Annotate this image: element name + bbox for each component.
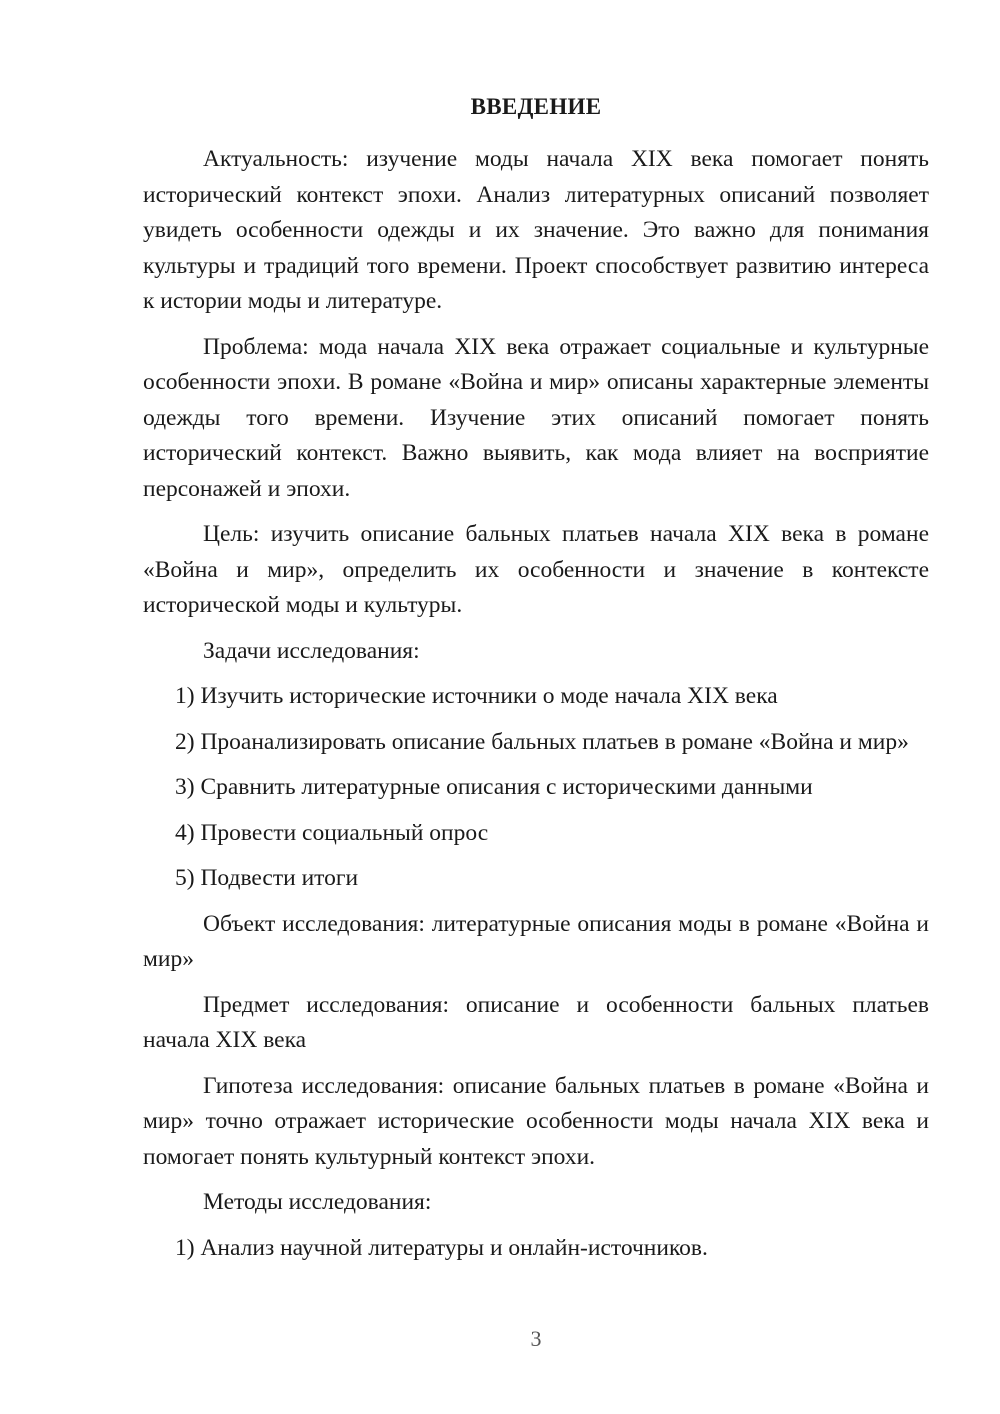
task-item-5: 5) Подвести итоги [175,865,359,891]
document-body [143,142,929,1276]
task-item-1: 1) Изучить исторические источники о моде начала XIX века [175,683,778,709]
subject-paragraph: Предмет исследования: описание и особенности бальных платьев начала XIX века [143,991,929,1053]
task-item-4: 4) Провести социальный опрос [175,819,489,846]
relevance-paragraph: Актуальность: изучение моды начала XIX века помогает понять исторический контекст эпохи. Анализ литературных описаний позволяет увидеть особенности одежды и их значение. Это важно для понимания культуры и традиций того времени. Проект способствует развитию интереса к истории моды и литературе. [143,146,929,314]
method-item-1: 1) Анализ научной литературы и онлайн-источников. [175,1234,708,1261]
page-number: 3 [530,1326,542,1351]
tasks-heading: Задачи исследования: [203,637,420,664]
methods-heading: Методы исследования: [203,1189,432,1215]
problem-paragraph: Проблема: мода начала XIX века отражает социальные и культурные особенности эпохи. В романе «Война и мир» описаны характерные элементы одежды того времени. Изучение этих описаний помогает понять исторический контекст. Важно выявить, как мода влияет на восприятие персонажей и эпохи. [143,333,929,502]
task-item-3: 3) Сравнить литературные описания с историческими данными [175,774,813,800]
task-item-2: 2) Проанализировать описание бальных платьев в романе «Война и мир» [175,728,909,755]
hypothesis-paragraph: Гипотеза исследования: описание бальных платьев в романе «Война и мир» точно отражает исторические особенности моды начала XIX века и помогает понять культурный контекст эпохи. [143,1072,929,1170]
goal-paragraph: Цель: изучить описание бальных платьев начала XIX века в романе «Война и мир», определить их особенности и значение в контексте исторической моды и культуры. [143,521,929,618]
page-title: ВВЕДЕНИЕ [470,94,602,119]
object-paragraph: Объект исследования: литературные описания моды в романе «Война и мир» [143,910,929,972]
